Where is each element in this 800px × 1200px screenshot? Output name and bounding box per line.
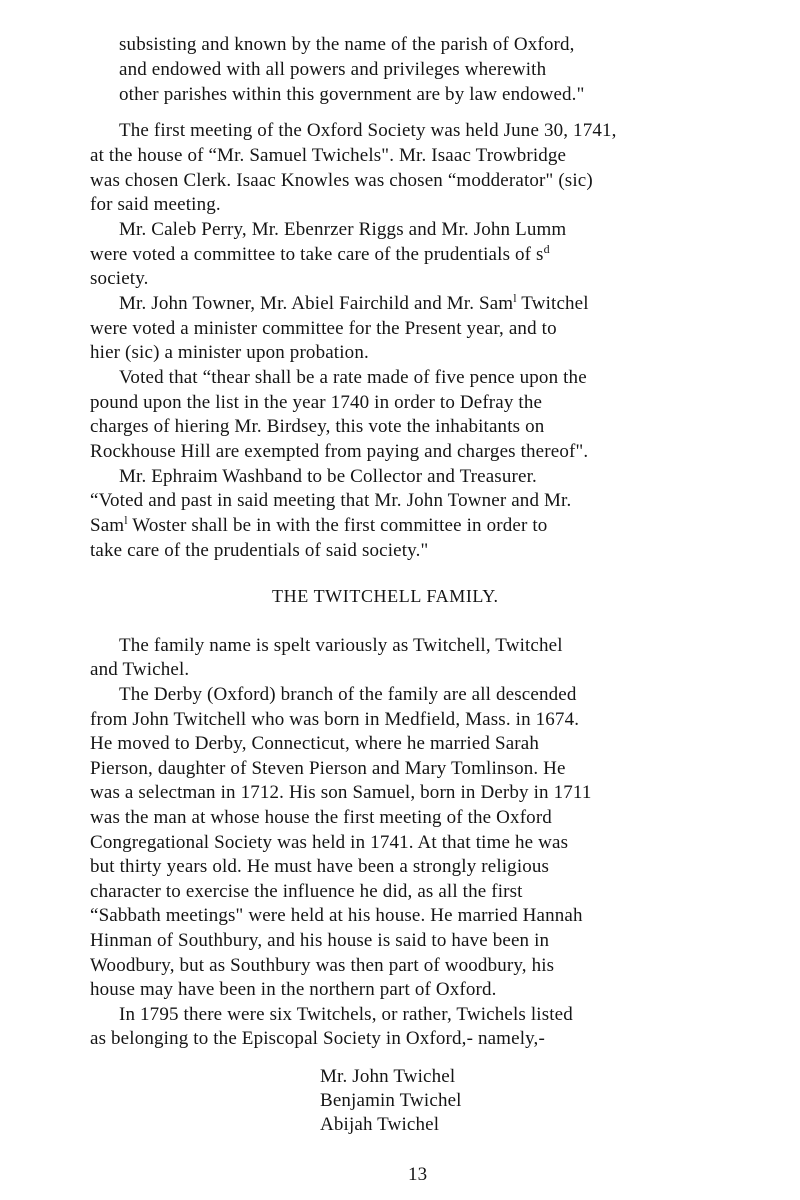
line-text: Sam: [90, 515, 125, 536]
body-line: Rockhouse Hill are exempted from paying and charges thereof".: [90, 441, 589, 462]
superscript: l: [124, 513, 128, 527]
quote-line: subsisting and known by the name of the parish of Oxford,: [119, 34, 575, 55]
name-list-item: Abijah Twichel: [320, 1114, 440, 1135]
body-line: but thirty years old. He must have been a strongly religious: [90, 856, 550, 877]
body-line: He moved to Derby, Connecticut, where he married Sarah: [90, 733, 539, 754]
body-line: In 1795 there were six Twitchels, or rather, Twichels listed: [119, 1004, 573, 1025]
body-line: for said meeting.: [90, 194, 221, 215]
line-text: Woster shall be in with the first committee in order to: [127, 515, 548, 536]
quote-line: and endowed with all powers and privileges wherewith: [119, 59, 547, 80]
page-number: 13: [408, 1164, 428, 1185]
body-line-with-superscript: [90, 515, 547, 537]
body-line: “Sabbath meetings" were held at his house. He married Hannah: [90, 905, 583, 926]
name-list-item: Mr. John Twichel: [320, 1066, 456, 1087]
body-line: Congregational Society was held in 1741. At that time he was: [90, 832, 569, 853]
body-line: take care of the prudentials of said society.": [90, 540, 429, 561]
line-text: were voted a committee to take care of the prudentials of s: [90, 244, 544, 265]
body-line: was chosen Clerk. Isaac Knowles was chosen “modderator" (sic): [90, 170, 593, 191]
body-line: The first meeting of the Oxford Society was held June 30, 1741,: [119, 120, 617, 141]
body-line: Voted that “thear shall be a rate made of five pence upon the: [119, 367, 587, 388]
body-line: hier (sic) a minister upon probation.: [90, 342, 369, 363]
line-text: Twitchel: [516, 293, 589, 314]
body-line: charges of hiering Mr. Birdsey, this vote the inhabitants on: [90, 416, 545, 437]
body-line-with-superscript: [119, 293, 589, 315]
body-line: “Voted and past in said meeting that Mr. John Towner and Mr.: [90, 490, 572, 511]
body-line: at the house of “Mr. Samuel Twichels". Mr. Isaac Trowbridge: [90, 145, 567, 166]
section-heading: THE TWITCHELL FAMILY.: [272, 586, 499, 606]
body-line: The family name is spelt variously as Twitchell, Twitchel: [119, 635, 563, 656]
body-line: pound upon the list in the year 1740 in order to Defray the: [90, 392, 543, 413]
body-line: from John Twitchell who was born in Medfield, Mass. in 1674.: [90, 709, 580, 730]
body-line: Mr. Caleb Perry, Mr. Ebenrzer Riggs and Mr. John Lumm: [119, 219, 567, 240]
body-line: Woodbury, but as Southbury was then part of woodbury, his: [90, 955, 555, 976]
body-line: Pierson, daughter of Steven Pierson and Mary Tomlinson. He: [90, 758, 566, 779]
body-line: was a selectman in 1712. His son Samuel, born in Derby in 1711: [90, 782, 592, 803]
body-line-with-superscript: [90, 244, 550, 266]
quote-line: other parishes within this government are by law endowed.": [119, 84, 585, 105]
body-line: house may have been in the northern part of Oxford.: [90, 979, 497, 1000]
body-line: character to exercise the influence he did, as all the first: [90, 881, 523, 902]
superscript: d: [543, 242, 550, 256]
body-line: was the man at whose house the first meeting of the Oxford: [90, 807, 552, 828]
body-line: Mr. Ephraim Washband to be Collector and Treasurer.: [119, 466, 537, 487]
superscript: l: [513, 291, 517, 305]
body-line: The Derby (Oxford) branch of the family are all descended: [119, 684, 577, 705]
body-line: Hinman of Southbury, and his house is said to have been in: [90, 930, 550, 951]
line-text: Mr. John Towner, Mr. Abiel Fairchild and Mr. Sam: [119, 293, 514, 314]
body-line: as belonging to the Episcopal Society in Oxford,- namely,-: [90, 1028, 545, 1049]
body-line: and Twichel.: [90, 659, 190, 680]
body-line: were voted a minister committee for the Present year, and to: [90, 318, 557, 339]
name-list-item: Benjamin Twichel: [320, 1090, 462, 1111]
body-line: society.: [90, 268, 149, 289]
